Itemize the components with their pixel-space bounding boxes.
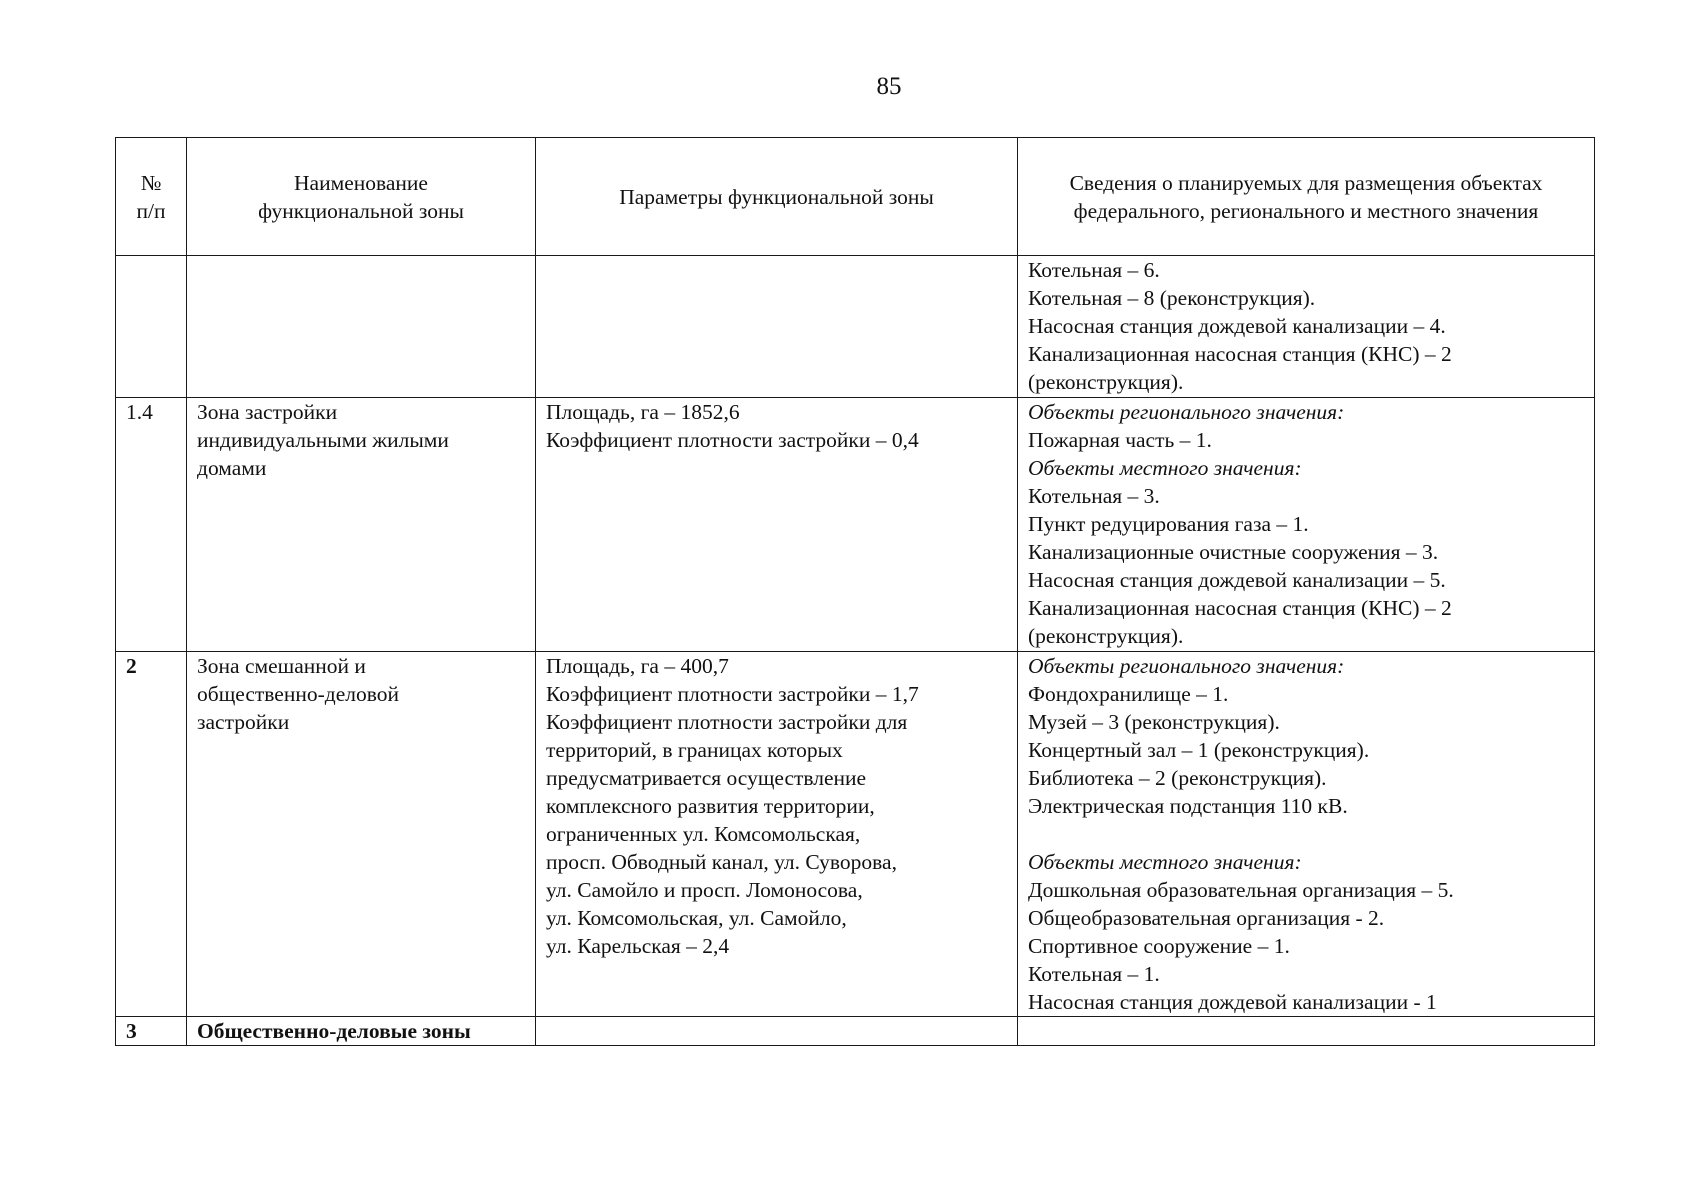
zone-name-line: Зона застройки (197, 400, 338, 424)
object-item: Пожарная часть – 1. (1028, 428, 1212, 452)
object-item: Общеобразовательная организация - 2. (1028, 906, 1385, 930)
spacer (1028, 820, 1584, 848)
header-planned-objects-line: федерального, регионального и местного значения (1073, 198, 1539, 223)
object-item: Насосная станция дождевой канализации - 1 (1028, 990, 1437, 1014)
object-item: Котельная – 3. (1028, 484, 1160, 508)
object-item: Котельная – 6. (1028, 258, 1160, 282)
param-line: Площадь, га – 1852,6 (546, 400, 740, 424)
param-line: предусматривается осуществление (546, 766, 867, 790)
cell-zone-name (187, 398, 536, 652)
zone-name-line: индивидуальными жилыми (197, 428, 449, 452)
local-objects-title: Объекты местного значения: (1028, 850, 1302, 874)
object-item: Библиотека – 2 (реконструкция). (1028, 766, 1327, 790)
cell-number (116, 398, 187, 652)
param-line: ул. Карельская – 2,4 (546, 934, 730, 958)
row-number: 1.4 (126, 400, 153, 424)
object-item: Насосная станция дождевой канализации – 4. (1028, 314, 1446, 338)
header-number-line: п/п (136, 198, 166, 223)
table-header-row (116, 138, 1595, 256)
page-number: 85 (876, 73, 902, 100)
zone-name-line: Общественно-деловые зоны (197, 1019, 471, 1043)
cell-number (116, 1017, 187, 1046)
row-number: 2 (126, 654, 137, 678)
table-row-continuation (116, 256, 1595, 398)
cell-zone-params (536, 398, 1018, 652)
cell-planned-objects (1018, 398, 1595, 652)
regional-objects-title: Объекты регионального значения: (1028, 654, 1345, 678)
object-item: Дошкольная образовательная организация – 5. (1028, 878, 1454, 902)
functional-zones-table (115, 137, 1595, 1046)
cell-planned-objects (1018, 652, 1595, 1017)
object-item: Электрическая подстанция 110 кВ. (1028, 794, 1348, 818)
local-objects-title: Объекты местного значения: (1028, 456, 1302, 480)
object-item: Котельная – 1. (1028, 962, 1160, 986)
object-item: Концертный зал – 1 (реконструкция). (1028, 738, 1370, 762)
cell-planned-objects (1018, 256, 1595, 398)
param-line: ограниченных ул. Комсомольская, (546, 822, 861, 846)
param-line: ул. Комсомольская, ул. Самойло, (546, 906, 847, 930)
param-line: Коэффициент плотности застройки для (546, 710, 908, 734)
row-number: 3 (126, 1019, 137, 1043)
object-item: Котельная – 8 (реконструкция). (1028, 286, 1316, 310)
zone-name-line: домами (197, 456, 267, 480)
header-zone-name-line: функциональной зоны (258, 198, 464, 223)
object-item: (реконструкция). (1028, 624, 1184, 648)
header-zone-params-line: Параметры функциональной зоны (619, 184, 934, 209)
object-item: Спортивное сооружение – 1. (1028, 934, 1290, 958)
object-item: Канализационная насосная станция (КНС) – 2 (1028, 596, 1452, 620)
header-planned-objects-line: Сведения о планируемых для размещения объектах (1069, 170, 1543, 195)
param-line: ул. Самойло и просп. Ломоносова, (546, 878, 863, 902)
zone-name-line: Зона смешанной и (197, 654, 366, 678)
cell-zone-name (187, 652, 536, 1017)
header-zone-name (187, 138, 536, 256)
param-line: Площадь, га – 400,7 (546, 654, 729, 678)
object-item: Пункт редуцирования газа – 1. (1028, 512, 1309, 536)
param-line: Коэффициент плотности застройки – 0,4 (546, 428, 919, 452)
header-zone-params (536, 138, 1018, 256)
table-row-3 (116, 1017, 1595, 1046)
param-line: комплексного развития территории, (546, 794, 875, 818)
param-line: территорий, в границах которых (546, 738, 843, 762)
cell-zone-name (187, 1017, 536, 1046)
cell-number (116, 256, 187, 398)
object-item: Канализационная насосная станция (КНС) – 2 (1028, 342, 1452, 366)
object-item: Музей – 3 (реконструкция). (1028, 710, 1280, 734)
cell-zone-name (187, 256, 536, 398)
cell-planned-objects (1018, 1017, 1595, 1046)
regional-objects-title: Объекты регионального значения: (1028, 400, 1345, 424)
cell-number (116, 652, 187, 1017)
zone-name-line: общественно-деловой (197, 682, 399, 706)
object-item: (реконструкция). (1028, 370, 1184, 394)
header-zone-name-line: Наименование (294, 170, 428, 195)
cell-zone-params (536, 1017, 1018, 1046)
object-item: Канализационные очистные сооружения – 3. (1028, 540, 1439, 564)
header-number (116, 138, 187, 256)
header-number-line: № (140, 170, 162, 195)
object-item: Фондохранилище – 1. (1028, 682, 1229, 706)
table-row-1-4 (116, 398, 1595, 652)
zone-name-line: застройки (197, 710, 290, 734)
param-line: Коэффициент плотности застройки – 1,7 (546, 682, 919, 706)
object-item: Насосная станция дождевой канализации – 5. (1028, 568, 1446, 592)
cell-zone-params (536, 652, 1018, 1017)
table-row-2 (116, 652, 1595, 1017)
param-line: просп. Обводный канал, ул. Суворова, (546, 850, 897, 874)
header-planned-objects (1018, 138, 1595, 256)
cell-zone-params (536, 256, 1018, 398)
